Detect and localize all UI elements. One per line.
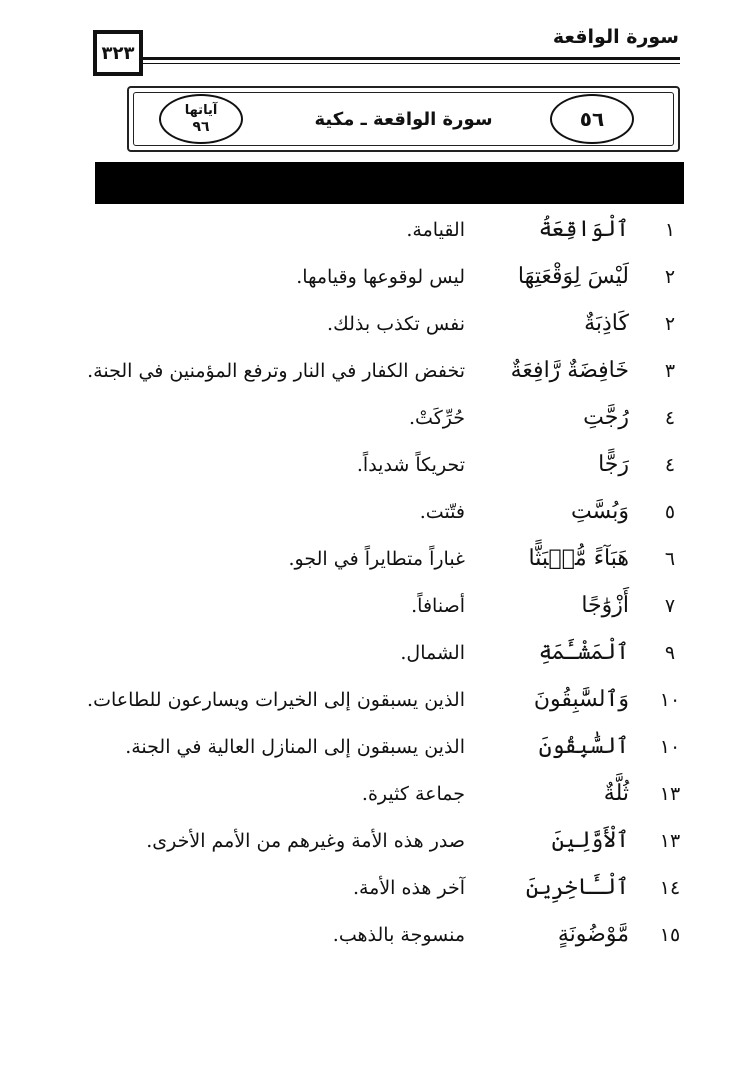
glossary-row (0, 492, 755, 532)
page-number: ٣٢٣ (93, 30, 143, 76)
word-meaning: نفس تكذب بذلك. (327, 313, 465, 335)
word-meaning: غباراً متطايراً في الجو. (288, 548, 465, 570)
quran-word: ثُلَّةٌ (603, 781, 629, 806)
running-title: سورة الواقعة (552, 26, 679, 48)
verse-number: ٩ (664, 642, 676, 664)
word-meaning: آخر هذه الأمة. (352, 877, 465, 899)
word-meaning: الذين يسبقون إلى المنازل العالية في الجنة. (125, 736, 465, 758)
black-bar (95, 162, 684, 204)
glossary-row (0, 304, 755, 344)
glossary-row (0, 539, 755, 579)
header-rule-thin (143, 63, 680, 64)
glossary-row (0, 210, 755, 250)
glossary-row (0, 680, 755, 720)
word-meaning: أصنافاً. (411, 595, 465, 617)
glossary-row (0, 633, 755, 673)
surah-banner (127, 86, 680, 152)
glossary-row (0, 774, 755, 814)
word-meaning: منسوجة بالذهب. (332, 924, 465, 946)
word-meaning: جماعة كثيرة. (361, 783, 465, 805)
word-meaning: الذين يسبقون إلى الخيرات ويسارعون للطاعات. (87, 689, 465, 711)
verse-number: ١٤ (659, 877, 681, 899)
verses-count: ٩٦ (192, 119, 210, 135)
verses-label: آياتها (184, 103, 218, 118)
word-meaning: صدر هذه الأمة وغيرهم من الأمم الأخرى. (146, 830, 465, 852)
glossary-row (0, 445, 755, 485)
word-meaning: الشمال. (400, 642, 465, 664)
glossary-row (0, 586, 755, 626)
glossary-row (0, 821, 755, 861)
glossary-row (0, 915, 755, 955)
glossary-row (0, 727, 755, 767)
verse-number: ١ (664, 219, 676, 241)
quran-word: مَّوْضُونَةٍ (557, 922, 629, 947)
verse-number: ١٠ (659, 689, 681, 711)
verse-number: ١٥ (659, 924, 681, 946)
word-meaning: حُرِّكَتْ. (409, 407, 465, 429)
quran-word: ٱلْمَشْـَٔمَةِ (538, 640, 629, 665)
quran-word: ٱلْوَاقِعَةُ (538, 217, 629, 242)
header-rule (143, 57, 680, 60)
quran-word: ٱلْأَوَّلِينَ (551, 828, 629, 853)
verse-number: ١٠ (659, 736, 681, 758)
surah-title: سورة الواقعة ـ مكية (314, 108, 493, 130)
glossary-row (0, 398, 755, 438)
quran-word: خَافِضَةٌ رَّافِعَةٌ (510, 358, 629, 383)
word-meaning: ليس لوقوعها وقيامها. (296, 266, 465, 288)
glossary-row (0, 257, 755, 297)
glossary-row (0, 868, 755, 908)
verse-number: ٥ (664, 501, 676, 523)
quran-word: ٱلْـَٔاخِرِينَ (525, 875, 629, 900)
quran-word: أَزْوَٰجًا (581, 593, 629, 618)
word-meaning: تحريكاً شديداً. (356, 454, 465, 476)
verse-number: ٤ (664, 454, 676, 476)
verse-number: ١٣ (659, 783, 681, 805)
verse-number: ٤ (664, 407, 676, 429)
quran-word: رَجًّا (598, 452, 629, 477)
verse-number: ٢ (664, 266, 676, 288)
surah-number: ٥٦ (579, 107, 605, 131)
verse-number: ٦ (664, 548, 676, 570)
verse-number: ١٣ (659, 830, 681, 852)
quran-word: هَبَآءً مُّنۢبَثًّا (528, 546, 629, 571)
word-meaning: فتّتت. (419, 501, 465, 523)
word-meaning: تخفض الكفار في النار وترفع المؤمنين في الجنة. (87, 360, 465, 382)
glossary-row (0, 351, 755, 391)
quran-word: كَاذِبَةٌ (584, 311, 629, 336)
surah-number-oval (550, 94, 634, 144)
quran-word: وَبُسَّتِ (571, 499, 629, 524)
quran-word: رُجَّتِ (583, 405, 629, 430)
verse-number: ٢ (664, 313, 676, 335)
quran-word: وَٱلسَّٰبِقُونَ (533, 687, 629, 712)
verses-count-oval (159, 94, 243, 144)
quran-word: لَيْسَ لِوَقْعَتِهَا (517, 264, 629, 289)
word-meaning: القيامة. (406, 219, 465, 241)
verse-number: ٧ (664, 595, 676, 617)
verse-number: ٣ (664, 360, 676, 382)
quran-word: ٱلسَّٰبِقُونَ (538, 734, 629, 759)
